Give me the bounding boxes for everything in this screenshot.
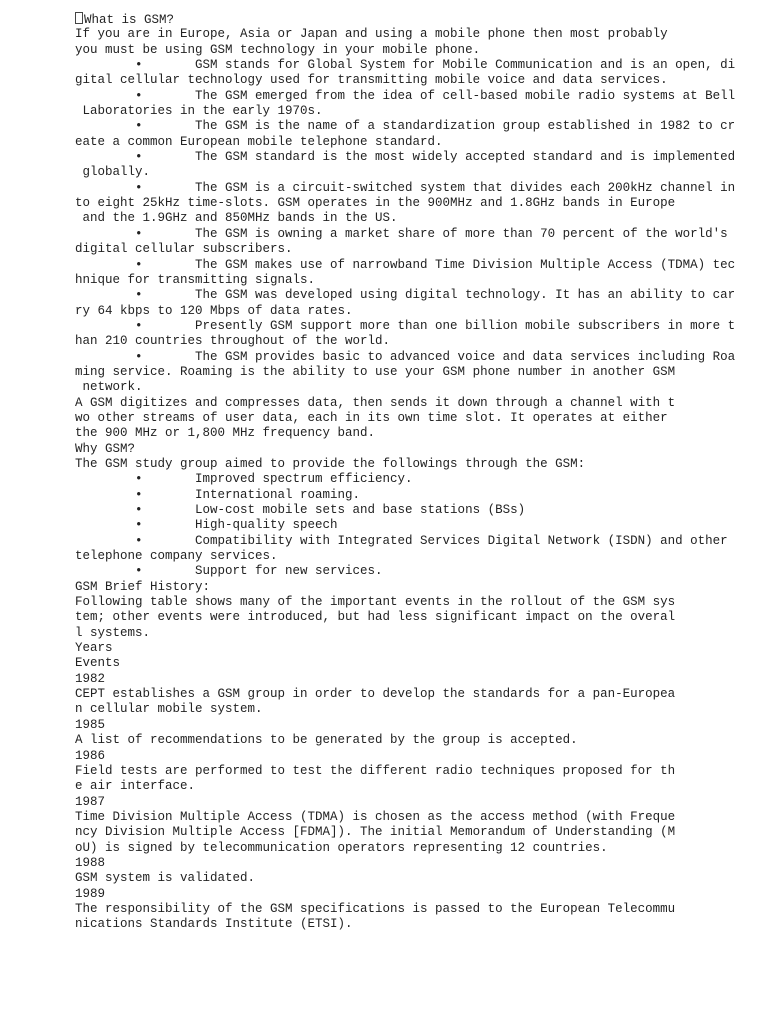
bullet-line: • High-quality speech xyxy=(75,518,338,533)
text-line: Laboratories in the early 1970s. xyxy=(75,104,323,119)
table-header-events: Events xyxy=(75,656,121,671)
history-event: Field tests are performed to test the different radio techniques proposed for th xyxy=(75,763,676,778)
history-year: 1986 xyxy=(75,748,106,763)
text-line: han 210 countries throughout of the world. xyxy=(75,334,391,349)
bullet-line: • The GSM emerged from the idea of cell-based mobile radio systems at Bell xyxy=(75,88,736,103)
text-line: you must be using GSM technology in your mobile phone. xyxy=(75,42,481,57)
bullet-line: • Compatibility with Integrated Services Digital Network (ISDN) and other xyxy=(75,533,728,548)
history-event: ncy Division Multiple Access [FDMA]). The initial Memorandum of Understanding (M xyxy=(75,825,676,840)
text-line: to eight 25kHz time-slots. GSM operates in the 900MHz and 1.8GHz bands in Europe xyxy=(75,196,676,211)
text-line: hnique for transmitting signals. xyxy=(75,272,316,287)
section-heading: GSM Brief History: xyxy=(75,579,211,594)
bullet-line: • The GSM is owning a market share of more than 70 percent of the world's xyxy=(75,226,728,241)
text-line: A GSM digitizes and compresses data, then sends it down through a channel with t xyxy=(75,395,676,410)
text-line: telephone company services. xyxy=(75,549,278,564)
text-line: globally. xyxy=(75,165,151,180)
text-line: and the 1.9GHz and 850MHz bands in the US. xyxy=(75,211,398,226)
history-year: 1988 xyxy=(75,855,106,870)
history-event: n cellular mobile system. xyxy=(75,702,263,717)
bullet-line: • Low-cost mobile sets and base stations (BSs) xyxy=(75,503,526,517)
bullet-line: • The GSM provides basic to advanced voice and data services including Roa xyxy=(75,349,736,364)
text-line: tem; other events were introduced, but had less significant impact on the overal xyxy=(75,610,676,625)
text-line: If you are in Europe, Asia or Japan and using a mobile phone then most probably xyxy=(75,27,668,42)
text-line: l systems. xyxy=(75,625,151,640)
page-title: What is GSM? xyxy=(75,12,755,27)
missing-glyph-icon xyxy=(75,12,83,24)
history-event: GSM system is validated. xyxy=(75,871,256,886)
text-line: The GSM study group aimed to provide the followings through the GSM: xyxy=(75,456,586,471)
history-year: 1982 xyxy=(75,671,106,686)
history-event: nications Standards Institute (ETSI). xyxy=(75,917,353,932)
table-header-years: Years xyxy=(75,641,113,656)
text-line: ming service. Roaming is the ability to use your GSM phone number in another GSM xyxy=(75,364,676,379)
bullet-line: • The GSM was developed using digital technology. It has an ability to car xyxy=(75,288,736,303)
bullet-line: • GSM stands for Global System for Mobile Communication and is an open, di xyxy=(75,58,736,73)
text-line: ry 64 kbps to 120 Mbps of data rates. xyxy=(75,303,353,318)
history-event: oU) is signed by telecommunication operators representing 12 countries. xyxy=(75,840,608,855)
text-line: eate a common European mobile telephone standard. xyxy=(75,134,443,149)
bullet-line: • International roaming. xyxy=(75,487,361,502)
text-line: digital cellular subscribers. xyxy=(75,242,293,257)
bullet-line: • The GSM is the name of a standardization group established in 1982 to cr xyxy=(75,119,736,134)
document-body xyxy=(75,12,755,933)
bullet-line: • Improved spectrum efficiency. xyxy=(75,472,413,487)
history-year: 1987 xyxy=(75,794,106,809)
bullet-line: • Support for new services. xyxy=(75,564,383,579)
history-event: Time Division Multiple Access (TDMA) is chosen as the access method (with Freque xyxy=(75,809,676,824)
history-event: CEPT establishes a GSM group in order to develop the standards for a pan-Europea xyxy=(75,687,676,702)
bullet-line: • The GSM is a circuit-switched system that divides each 200kHz channel in xyxy=(75,180,736,195)
history-event: A list of recommendations to be generated by the group is accepted. xyxy=(75,733,578,748)
section-heading: Why GSM? xyxy=(75,441,136,456)
bullet-line: • The GSM makes use of narrowband Time Division Multiple Access (TDMA) tec xyxy=(75,257,736,272)
text-line: Following table shows many of the important events in the rollout of the GSM sys xyxy=(75,595,676,610)
history-year: 1989 xyxy=(75,886,106,901)
text-line: wo other streams of user data, each in its own time slot. It operates at either xyxy=(75,410,668,425)
text-line: network. xyxy=(75,380,143,395)
history-event: e air interface. xyxy=(75,779,196,794)
history-event: The responsibility of the GSM specifications is passed to the European Telecommu xyxy=(75,901,676,916)
bullet-line: • Presently GSM support more than one billion mobile subscribers in more t xyxy=(75,318,736,333)
history-year: 1985 xyxy=(75,717,106,732)
text-line: gital cellular technology used for transmitting mobile voice and data services. xyxy=(75,73,668,88)
text-line: the 900 MHz or 1,800 MHz frequency band. xyxy=(75,426,376,441)
bullet-line: • The GSM standard is the most widely accepted standard and is implemented xyxy=(75,150,736,165)
